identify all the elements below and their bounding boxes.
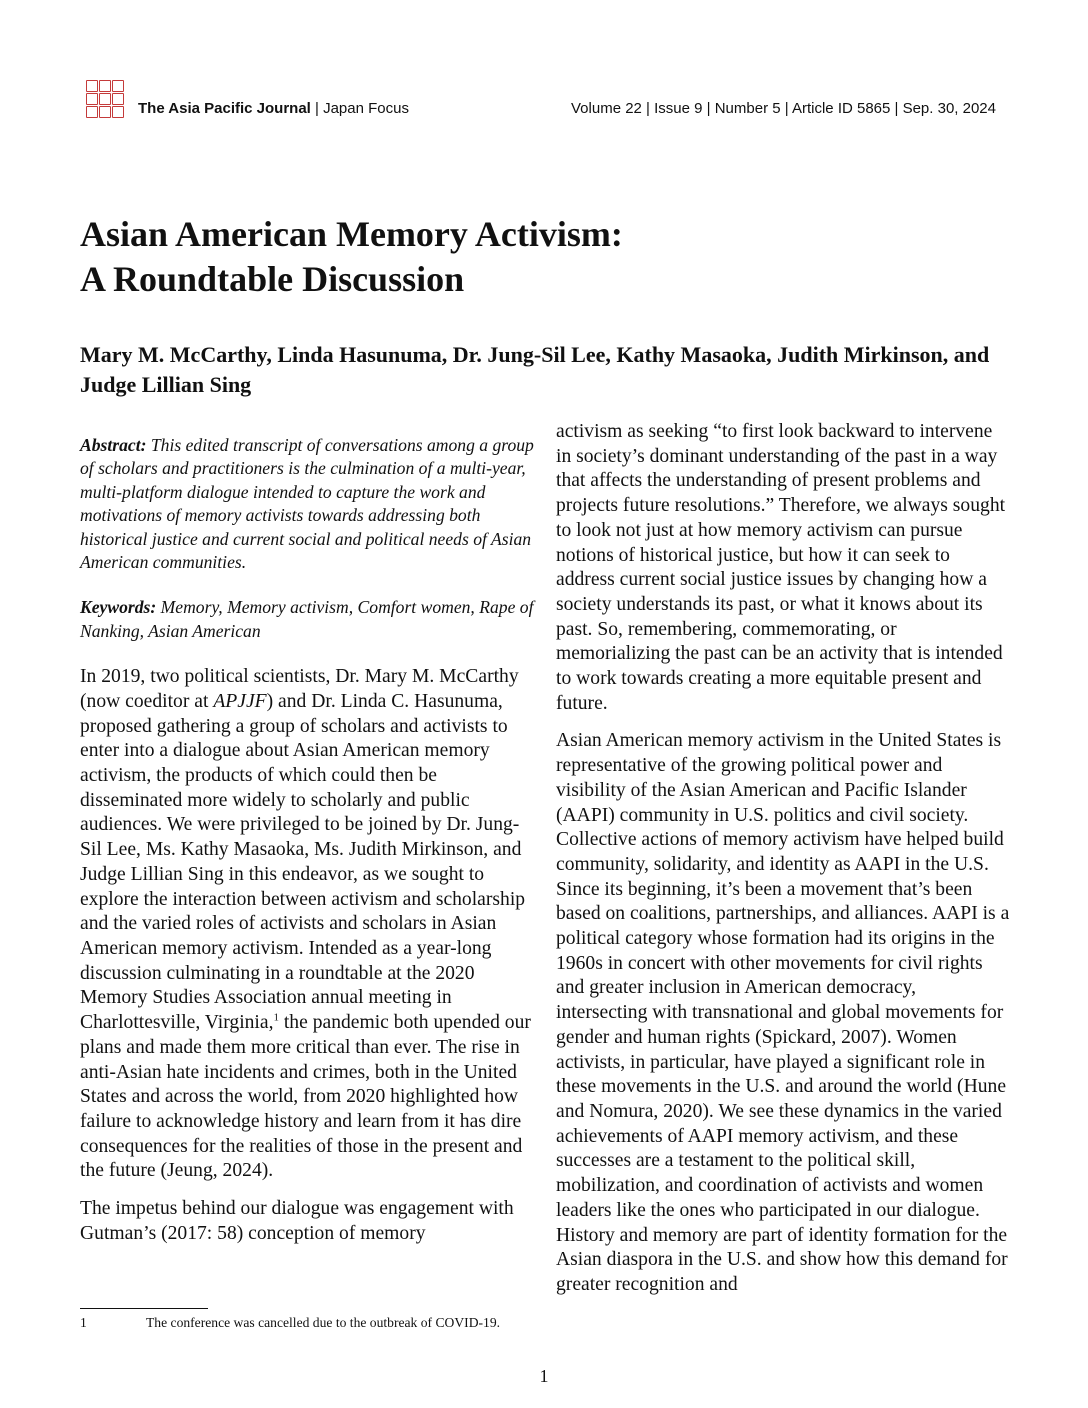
body-paragraph-3: Asian American memory activism in the United States is representative of the growing political power and visibility of the Asian American and Pacific Islander (AAPI) community in U.S. politics and civil society. Collective actions of memory activism have helped build community, solidarity, and identity as AAPI in the U.S. Since its beginning, it’s been a movement that’s been based on coalitions, partnerships, and alliances. AAPI is a political category whose formation had its origins in the 1960s in concert with other movements for civil rights and greater inclusion in American democracy, intersecting with transnational and global movements for gender and human rights (Spickard, 2007). Women activists, in particular, have played a significant role in these movements in the U.S. and around the world (Hune and Nomura, 2020). We see these dynamics in the varied achievements of AAPI memory activism, and these successes are a testament to the political skill, mobilization, and coordination of activists and women leaders like the ones who participated in our dialogue. History and memory are part of identity formation for the Asian diaspora in the U.S. and show how this demand for greater recognition and bbox=[556, 730, 1010, 1295]
right-column bbox=[556, 420, 1012, 1298]
article-title-line1: Asian American Memory Activism: bbox=[80, 214, 623, 254]
article-title-line2: A Roundtable Discussion bbox=[80, 259, 465, 299]
body-paragraph-2-continued: activism as seeking “to first look backward to intervene in society’s dominant understanding of the past in a way that affects the understanding of present problems and projects future resolutions.” Therefore, we always sought to look not just at how memory activism can pursue notions of historical justice, but how it can seek to address current social justice issues by changing how a society understands its past, or what it knows about its past. So, remembering, commemorating, or memorializing the past can be an activity that is intended to work towards creating a more equitable present and future. bbox=[556, 421, 1006, 714]
journal-name-main: The Asia Pacific Journal bbox=[138, 100, 311, 117]
footnote-divider bbox=[80, 1308, 208, 1309]
journal-header bbox=[86, 80, 996, 124]
footnote bbox=[80, 1314, 540, 1332]
journal-name-sub: | Japan Focus bbox=[310, 100, 409, 117]
article-authors: Mary M. McCarthy, Linda Hasunuma, Dr. Jung-Sil Lee, Kathy Masaoka, Judith Mirkinson, and Judge Lillian Sing bbox=[80, 342, 990, 397]
issue-info: Volume 22 | Issue 9 | Number 5 | Article ID 5865 | Sep. 30, 2024 bbox=[571, 100, 996, 117]
keywords-label: Keywords: bbox=[80, 597, 157, 618]
footnote-number: 1 bbox=[80, 1315, 87, 1330]
abstract-label: Abstract: bbox=[80, 435, 147, 455]
journal-name bbox=[138, 100, 409, 117]
footnote-text: The conference was cancelled due to the outbreak of COVID-19. bbox=[146, 1315, 501, 1330]
article-title bbox=[80, 212, 1000, 302]
body-paragraph-1 bbox=[80, 665, 534, 1184]
footnote-ref[interactable]: 1 bbox=[273, 1011, 279, 1024]
body-paragraph-2: The impetus behind our dialogue was engagement with Gutman’s (2017: 58) conception of memory bbox=[80, 1198, 514, 1244]
body-text: In 2019, two political scientists, Dr. Mary M. McCarthy (now coeditor at bbox=[80, 666, 519, 712]
journal-abbrev: APJJF bbox=[213, 690, 267, 712]
body-text: the pandemic both upended our plans and made them more critical than ever. The rise in anti-Asian hate incidents and crimes, both in the United States and across the world, from 2020 highlighted how failure to acknowledge history and learn from it has dire consequences for the realities of those in the present and the future (Jeung, 2024). bbox=[80, 1012, 531, 1182]
page-number: 1 bbox=[539, 1366, 549, 1386]
abstract bbox=[80, 434, 534, 574]
left-column bbox=[80, 434, 534, 1246]
body-text: ) and Dr. Linda C. Hasunuma, proposed gathering a group of scholars and activists to enter into a dialogue about Asian American memory activism, the products of which could then be disseminated more widely to scholarly and public audiences. We were privileged to be joined by Dr. Jung-Sil Lee, Ms. Kathy Masaoka, Ms. Judith Mirkinson, and Judge Lillian Sing in this endeavor, as we sought to explore the interaction between activism and scholarship and the varied roles of activists and scholars in Asian American memory activism. Intended as a year-long discussion culminating in a roundtable at the 2020 Memory Studies Association annual meeting in Charlottesville, Virginia, bbox=[80, 690, 526, 1034]
keywords-text: Memory, Memory activism, Comfort women, Rape of Nanking, Asian American bbox=[80, 597, 534, 641]
journal-logo-icon bbox=[86, 80, 128, 120]
abstract-text: This edited transcript of conversations among a group of scholars and practitioners is the culmination of a multi-year, multi-platform dialogue intended to capture the work and motivations of memory activists towards addressing both historical justice and current social and political needs of Asian American communities. bbox=[80, 435, 534, 573]
keywords bbox=[80, 596, 534, 643]
